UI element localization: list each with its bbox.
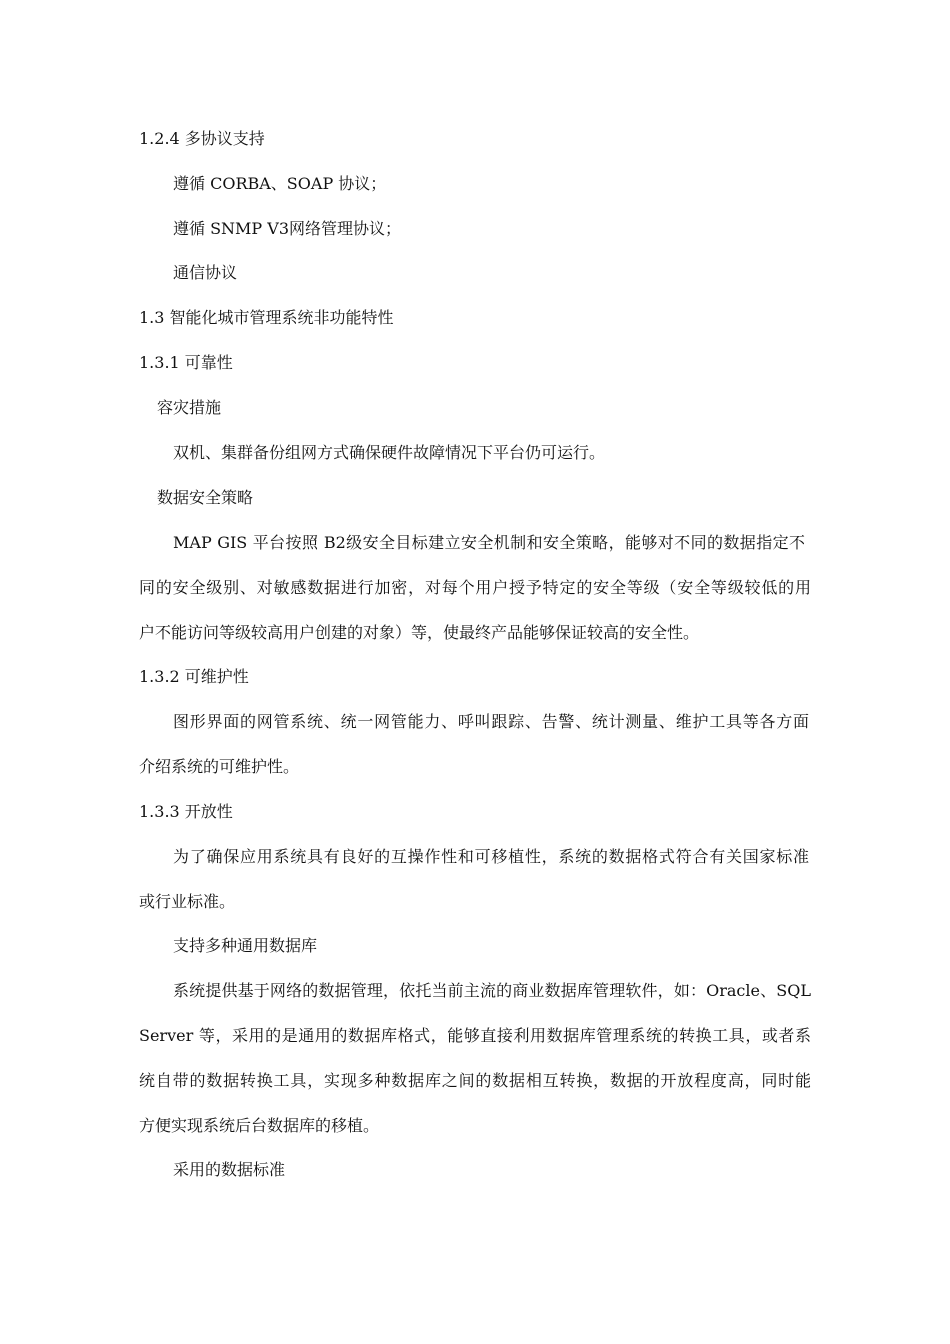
paragraph-line: 为了确保应用系统具有良好的互操作性和可移植性，系统的数据格式符合有关国家标准 bbox=[173, 847, 809, 866]
section-heading-1-3-2: 1.3.2 可维护性 bbox=[139, 667, 249, 686]
subheading: 采用的数据标准 bbox=[173, 1160, 286, 1179]
section-heading-1-3: 1.3 智能化城市管理系统非功能特性 bbox=[139, 308, 394, 327]
paragraph-line: 统自带的数据转换工具，实现多种数据库之间的数据相互转换，数据的开放程度高，同时能 bbox=[139, 1071, 811, 1090]
subheading: 容灾措施 bbox=[157, 398, 222, 417]
paragraph-line: 介绍系统的可维护性。 bbox=[139, 757, 300, 776]
paragraph-line: 系统提供基于网络的数据管理，依托当前主流的商业数据库管理软件，如：Oracle、SQL bbox=[173, 981, 811, 1000]
paragraph-line: Server 等，采用的是通用的数据库格式，能够直接利用数据库管理系统的转换工具，或者系 bbox=[139, 1026, 811, 1045]
paragraph-line: 方便实现系统后台数据库的移植。 bbox=[139, 1116, 380, 1135]
subheading: 数据安全策略 bbox=[157, 488, 254, 507]
section-heading-1-2-4: 1.2.4 多协议支持 bbox=[139, 129, 265, 148]
paragraph-line: 户不能访问等级较高用户创建的对象）等，使最终产品能够保证较高的安全性。 bbox=[139, 623, 700, 642]
paragraph-line: MAP GIS 平台按照 B2级安全目标建立安全机制和安全策略，能够对不同的数据指定不 bbox=[173, 533, 805, 552]
paragraph-line: 遵循 CORBA、SOAP 协议； bbox=[173, 174, 387, 193]
paragraph-line: 遵循 SNMP V3网络管理协议； bbox=[173, 219, 402, 238]
paragraph-line: 同的安全级别、对敏感数据进行加密，对每个用户授予特定的安全等级（安全等级较低的用 bbox=[139, 578, 811, 597]
paragraph-line: 或行业标准。 bbox=[139, 892, 236, 911]
paragraph-line: 双机、集群备份组网方式确保硬件故障情况下平台仍可运行。 bbox=[173, 443, 606, 462]
subheading: 支持多种通用数据库 bbox=[173, 936, 318, 955]
paragraph-line: 图形界面的网管系统、统一网管能力、呼叫跟踪、告警、统计测量、维护工具等各方面 bbox=[173, 712, 809, 731]
paragraph-line: 通信协议 bbox=[173, 263, 238, 282]
section-heading-1-3-1: 1.3.1 可靠性 bbox=[139, 353, 233, 372]
section-heading-1-3-3: 1.3.3 开放性 bbox=[139, 802, 233, 821]
